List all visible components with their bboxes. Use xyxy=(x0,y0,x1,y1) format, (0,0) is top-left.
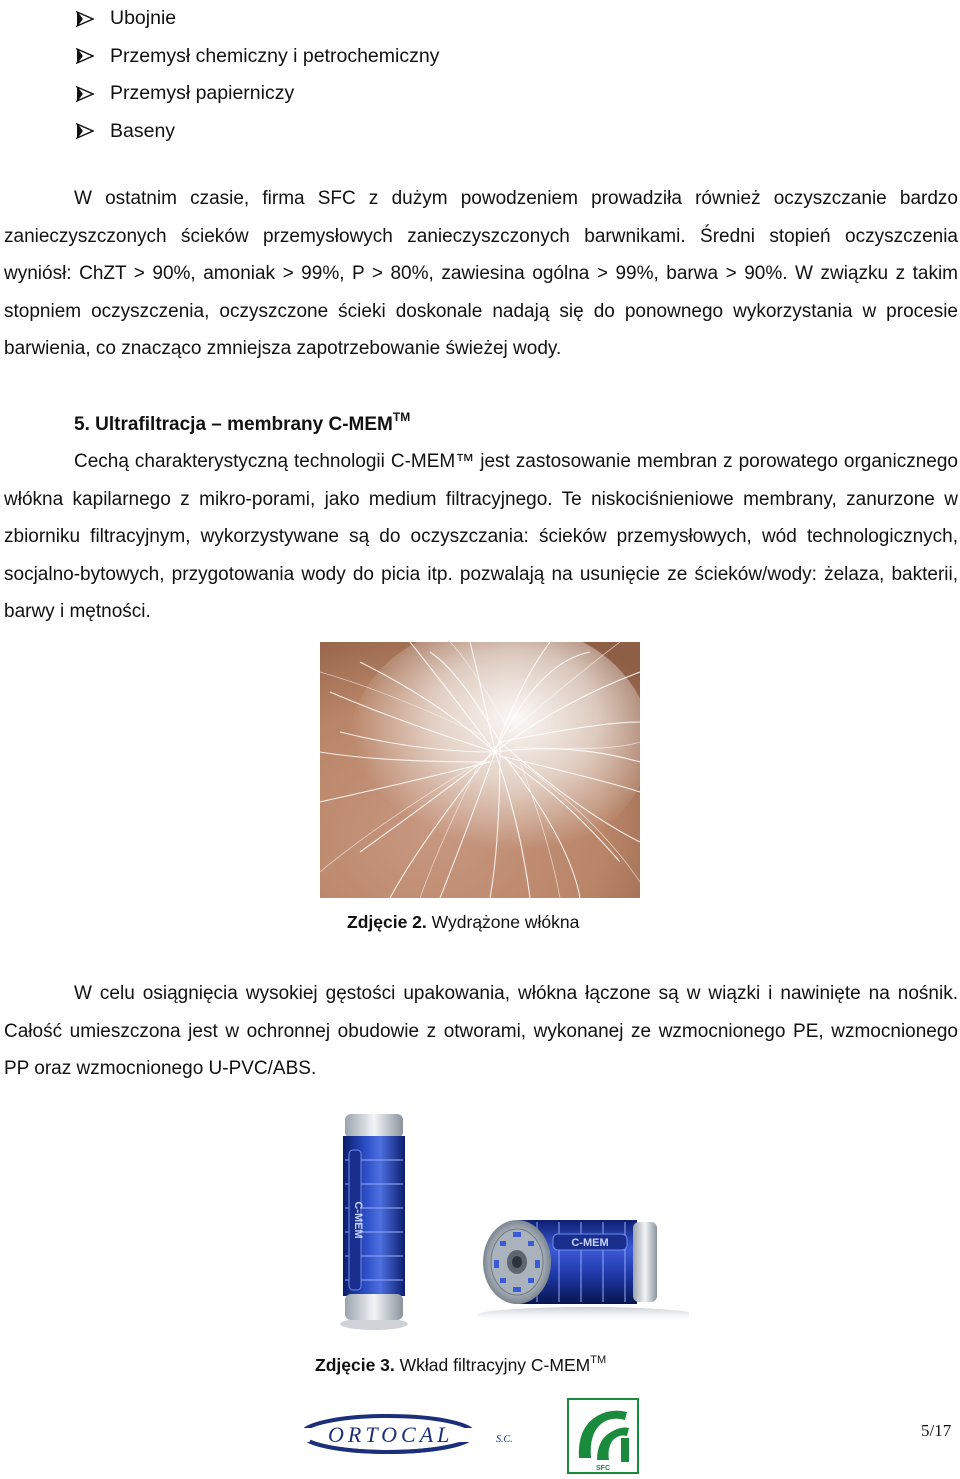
sfc-logo xyxy=(567,1398,639,1474)
cmem-description-paragraph xyxy=(4,443,958,631)
trademark-superscript: TM xyxy=(590,1354,607,1366)
cartridge-brand-text: C-MEM xyxy=(352,1201,364,1239)
trademark-superscript: TM xyxy=(392,410,411,424)
cartridge-brand-text: C-MEM xyxy=(571,1237,609,1249)
paragraph-text: W ostatnim czasie, firma SFC z dużym powodzeniem prowadziła również oczyszczanie bardzo zanieczyszczonych ścieków przemysłowych zanieczyszczonych barwnikami. Średni stopień oczyszczenia wyniósł: ChZT > 90%, amoniak > 99%, P > 80%, zawiesina ogólna > 99%, barwa > 90%. W związku z takim stopniem oczyszczenia, oczyszczone ścieki doskonale nadają się do ponownego wykorzystania w procesie barwienia, co znacząco zmniejsza zapotrzebowanie świeżej wody. xyxy=(4,188,958,360)
figure-label: Zdjęcie 2. xyxy=(347,912,427,932)
bullet-item xyxy=(76,113,439,151)
bullet-item xyxy=(76,75,439,113)
sfc-logo-text: SFC xyxy=(596,1465,610,1472)
section-heading xyxy=(74,410,410,436)
bullet-label: Przemysł papierniczy xyxy=(110,82,295,105)
dye-wastewater-paragraph xyxy=(4,180,958,368)
figure-label: Zdjęcie 3. xyxy=(315,1355,395,1375)
arrowhead-bullet-icon xyxy=(76,11,110,27)
cmem-cartridge-photo xyxy=(337,1110,689,1332)
bullet-label: Ubojnie xyxy=(110,7,177,30)
ortocal-logo-suffix: S.C. xyxy=(496,1434,513,1445)
arrowhead-bullet-icon xyxy=(76,123,110,139)
figure-3-caption xyxy=(315,1354,606,1376)
fiber-packing-paragraph xyxy=(4,975,958,1088)
section-title: Ultrafiltracja – membrany C-MEM xyxy=(95,414,393,435)
industry-bullet-list xyxy=(76,0,439,150)
section-number: 5. xyxy=(74,414,90,435)
paragraph-text: W celu osiągnięcia wysokiej gęstości upakowania, włókna łączone są w wiązki i nawinięte na nośnik. Całość umieszczona jest w ochronnej obudowie z otworami, wykonanej ze wzmocnionego PE, wzmocnionego PP oraz wzmocnionego U-PVC/ABS. xyxy=(4,983,958,1080)
hollow-fibers-photo xyxy=(320,642,640,898)
page-number: 5/17 xyxy=(921,1421,952,1440)
arrowhead-bullet-icon xyxy=(76,48,110,64)
bullet-label: Przemysł chemiczny i petrochemiczny xyxy=(110,44,440,67)
ortocal-logo xyxy=(300,1412,522,1456)
bullet-item xyxy=(76,38,439,76)
paragraph-text: Cechą charakterystyczną technologii C-MEM™ jest zastosowanie membran z porowatego organicznego włókna kapilarnego z mikro-porami, jako medium filtracyjnego. Te niskociśnieniowe membrany, zanurzone w zbiorniku filtracyjnym, wykorzystywane są do oczyszczania: ścieków przemysłowych, wód technologicznych, socjalno-bytowych, przygotowania wody do picia itp. pozwalają na usunięcie ze ścieków/wody: żelaza, bakterii, barwy i mętności. xyxy=(4,451,958,623)
arrowhead-bullet-icon xyxy=(76,86,110,102)
ortocal-logo-text: ORTOCAL xyxy=(328,1422,454,1447)
bullet-item xyxy=(76,0,439,38)
figure-caption-text: Wkład filtracyjny C-MEM xyxy=(399,1355,591,1375)
bullet-label: Baseny xyxy=(110,119,176,142)
figure-caption-text: Wydrążone włókna xyxy=(431,912,580,932)
figure-2-caption xyxy=(347,912,579,933)
